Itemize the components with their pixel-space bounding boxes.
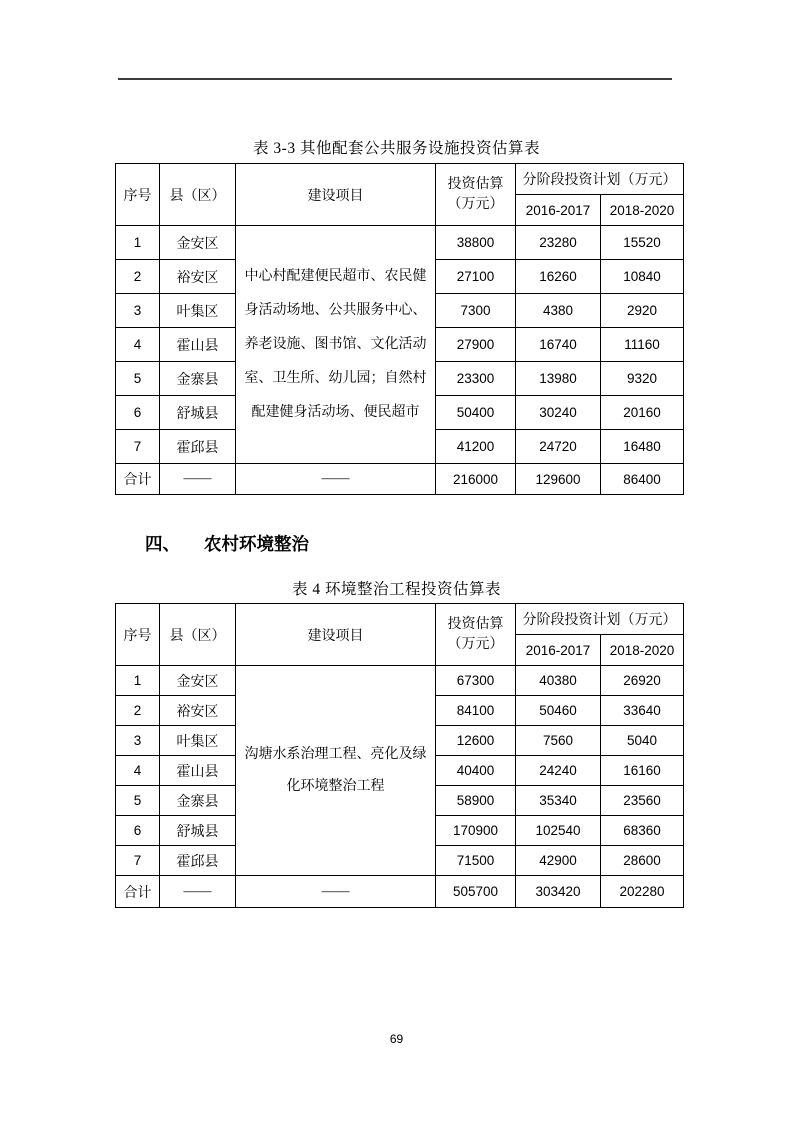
cell-phase1: 23280 <box>516 226 601 260</box>
cell-seq: 7 <box>116 430 160 464</box>
cell-county: 金寨县 <box>160 786 236 816</box>
page-header-rule <box>118 78 672 80</box>
total-label: 合计 <box>116 876 160 908</box>
cell-invest: 71500 <box>436 846 516 876</box>
cell-county: 舒城县 <box>160 816 236 846</box>
cell-seq: 6 <box>116 396 160 430</box>
table-total-row <box>116 876 684 908</box>
cell-phase2: 15520 <box>601 226 684 260</box>
cell-phase1: 50460 <box>516 696 601 726</box>
header-phase-group: 分阶段投资计划（万元） <box>516 164 684 195</box>
header-invest-line1: 投资估算 <box>447 176 504 192</box>
total-phase1: 129600 <box>516 464 601 495</box>
header-county: 县（区） <box>160 164 236 226</box>
total-invest: 216000 <box>436 464 516 495</box>
header-invest-line2: （万元） <box>447 636 504 652</box>
cell-invest: 170900 <box>436 816 516 846</box>
cell-seq: 2 <box>116 696 160 726</box>
cell-seq: 4 <box>116 328 160 362</box>
cell-phase2: 26920 <box>601 666 684 696</box>
cell-invest: 50400 <box>436 396 516 430</box>
table-header-row <box>116 604 684 635</box>
cell-county: 金安区 <box>160 226 236 260</box>
cell-phase2: 2920 <box>601 294 684 328</box>
total-phase1: 303420 <box>516 876 601 908</box>
cell-phase2: 16480 <box>601 430 684 464</box>
cell-phase2: 10840 <box>601 260 684 294</box>
cell-invest: 12600 <box>436 726 516 756</box>
cell-invest: 7300 <box>436 294 516 328</box>
cell-seq: 5 <box>116 362 160 396</box>
table1-other-facilities <box>115 163 684 495</box>
cell-project-merged: 沟塘水系治理工程、亮化及绿化环境整治工程 <box>236 666 436 876</box>
cell-phase1: 30240 <box>516 396 601 430</box>
cell-invest: 41200 <box>436 430 516 464</box>
table1-title: 表 3-3 其他配套公共服务设施投资估算表 <box>253 140 540 157</box>
cell-invest: 23300 <box>436 362 516 396</box>
cell-phase1: 24240 <box>516 756 601 786</box>
table2-environment-works <box>115 603 684 908</box>
cell-invest: 27100 <box>436 260 516 294</box>
header-invest-line1: 投资估算 <box>447 616 504 632</box>
header-phase2: 2018-2020 <box>601 195 684 226</box>
cell-invest: 58900 <box>436 786 516 816</box>
section-number: 四、 <box>145 534 180 554</box>
cell-county: 叶集区 <box>160 294 236 328</box>
cell-invest: 27900 <box>436 328 516 362</box>
table-row <box>116 226 684 260</box>
cell-county: 舒城县 <box>160 396 236 430</box>
section-heading <box>145 531 309 556</box>
cell-county: 金安区 <box>160 666 236 696</box>
table-header-row <box>116 164 684 195</box>
header-phase1: 2016-2017 <box>516 195 601 226</box>
cell-seq: 6 <box>116 816 160 846</box>
cell-seq: 3 <box>116 294 160 328</box>
header-invest <box>436 604 516 666</box>
cell-county: 裕安区 <box>160 260 236 294</box>
cell-seq: 5 <box>116 786 160 816</box>
cell-seq: 4 <box>116 756 160 786</box>
cell-seq: 7 <box>116 846 160 876</box>
cell-phase2: 11160 <box>601 328 684 362</box>
cell-phase2: 28600 <box>601 846 684 876</box>
cell-phase1: 13980 <box>516 362 601 396</box>
cell-seq: 1 <box>116 666 160 696</box>
cell-project-merged: 中心村配建便民超市、农民健身活动场地、公共服务中心、养老设施、图书馆、文化活动室、卫生所、幼儿园；自然村配建健身活动场、便民超市 <box>236 226 436 464</box>
cell-phase1: 16740 <box>516 328 601 362</box>
cell-phase1: 24720 <box>516 430 601 464</box>
cell-phase1: 42900 <box>516 846 601 876</box>
cell-county: 叶集区 <box>160 726 236 756</box>
table-total-row <box>116 464 684 495</box>
cell-county: 霍邱县 <box>160 846 236 876</box>
cell-phase2: 68360 <box>601 816 684 846</box>
cell-seq: 2 <box>116 260 160 294</box>
table-row <box>116 666 684 696</box>
header-county: 县（区） <box>160 604 236 666</box>
header-project: 建设项目 <box>236 164 436 226</box>
cell-phase2: 9320 <box>601 362 684 396</box>
cell-phase2: 23560 <box>601 786 684 816</box>
total-dash: —— <box>236 876 436 908</box>
total-phase2: 202280 <box>601 876 684 908</box>
page-number: 69 <box>389 1032 404 1046</box>
cell-invest: 67300 <box>436 666 516 696</box>
section-title: 农村环境整治 <box>204 534 309 554</box>
cell-county: 金寨县 <box>160 362 236 396</box>
cell-phase2: 33640 <box>601 696 684 726</box>
header-seq: 序号 <box>116 604 160 666</box>
cell-phase1: 102540 <box>516 816 601 846</box>
cell-phase2: 20160 <box>601 396 684 430</box>
cell-invest: 84100 <box>436 696 516 726</box>
cell-county: 霍山县 <box>160 756 236 786</box>
cell-phase1: 4380 <box>516 294 601 328</box>
header-invest <box>436 164 516 226</box>
header-phase1: 2016-2017 <box>516 635 601 666</box>
total-dash: —— <box>160 876 236 908</box>
cell-county: 霍邱县 <box>160 430 236 464</box>
cell-seq: 1 <box>116 226 160 260</box>
cell-phase1: 35340 <box>516 786 601 816</box>
cell-invest: 40400 <box>436 756 516 786</box>
total-label: 合计 <box>116 464 160 495</box>
header-project: 建设项目 <box>236 604 436 666</box>
cell-county: 霍山县 <box>160 328 236 362</box>
total-dash: —— <box>160 464 236 495</box>
header-phase-group: 分阶段投资计划（万元） <box>516 604 684 635</box>
header-seq: 序号 <box>116 164 160 226</box>
cell-county: 裕安区 <box>160 696 236 726</box>
cell-seq: 3 <box>116 726 160 756</box>
cell-phase2: 5040 <box>601 726 684 756</box>
total-invest: 505700 <box>436 876 516 908</box>
header-phase2: 2018-2020 <box>601 635 684 666</box>
cell-phase2: 16160 <box>601 756 684 786</box>
total-phase2: 86400 <box>601 464 684 495</box>
total-dash: —— <box>236 464 436 495</box>
cell-invest: 38800 <box>436 226 516 260</box>
cell-phase1: 16260 <box>516 260 601 294</box>
header-invest-line2: （万元） <box>447 196 504 212</box>
cell-phase1: 40380 <box>516 666 601 696</box>
table2-title: 表 4 环境整治工程投资估算表 <box>291 581 501 598</box>
cell-phase1: 7560 <box>516 726 601 756</box>
